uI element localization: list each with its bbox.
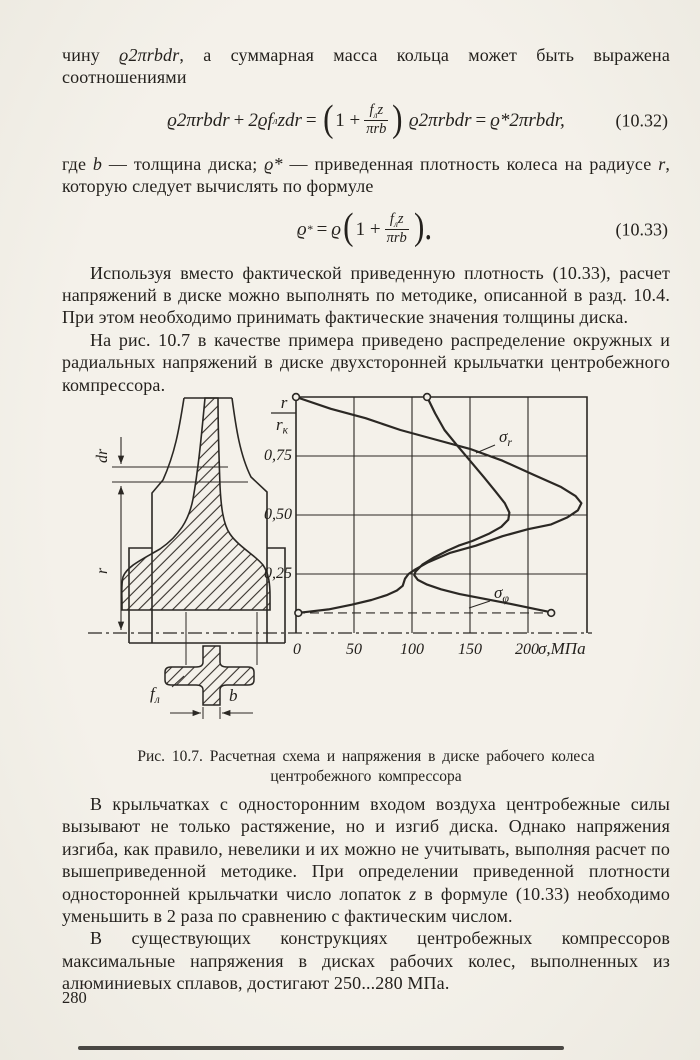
math-run: ϱ* <box>264 153 283 174</box>
equation-10-32-body <box>167 97 565 140</box>
eq-term: ϱ*2πrbdr, <box>490 109 565 131</box>
left-paren: ( <box>322 97 334 140</box>
paragraph-where-b <box>62 153 670 198</box>
eq-term: ϱ2πrbdr <box>167 109 230 131</box>
paragraph-fig-reference: На рис. 10.7 в качестве примера приведено распределение окружных и радиальных напряжений в диске двухсторонней крыльчатки центробежного компрессора. <box>62 329 670 395</box>
eq-operator: + <box>233 109 245 131</box>
blade-disk-cross-section-detail <box>165 646 254 705</box>
paragraph-method: Используя вместо фактической приведенную плотность (10.33), расчет напряжений в диске можно выполнять по методике, описанной в разд. 10.4. При этом необходимо принимать фактические значения толщины диска. <box>62 262 670 328</box>
math-run: ϱ2πrbdr <box>119 45 180 65</box>
x-tick-0: 0 <box>293 641 301 658</box>
paragraph-single-entry-impellers <box>62 793 670 927</box>
upper-text-block <box>62 44 670 396</box>
sigma-r-curve <box>296 397 581 613</box>
equation-number: (10.32) <box>615 110 668 131</box>
chart-gridlines <box>296 397 587 633</box>
eq-term: ϱ2πrbdr <box>409 109 472 131</box>
eq-operator: = <box>475 109 487 131</box>
text-run: где <box>62 153 93 174</box>
text-run: чину <box>62 45 120 65</box>
x-tick-100: 100 <box>400 641 424 658</box>
eq-operator: = <box>305 109 317 131</box>
text-run: , а суммарная масса кольца может быть выражена соотношениями <box>62 45 670 88</box>
figure-caption: Рис. 10.7. Расчетная схема и напряжения в диске рабочего колеса центробежного компрессора <box>137 748 595 785</box>
equation-10-33-body <box>297 206 435 249</box>
fraction <box>364 102 388 138</box>
right-paren: ) <box>392 97 403 140</box>
eq-term: 1 + <box>355 218 381 240</box>
math-run: z <box>409 883 417 904</box>
eq-subscript: л <box>373 109 378 120</box>
text-run: В крыльчатках с односторонним входом воздуха центробежные силы вызывают не только растяжение, но и изгиб диска. Однако напряжения изгиба, как правило, невелики и их можно не учитывать, выполняя расчет по вышеприведенной методике. При определении приведенной плотности односторонней крыльчатки число лопаток <box>62 794 670 904</box>
hatched-disk-section <box>122 398 270 610</box>
x-tick-50: 50 <box>346 641 362 658</box>
y-axis-label-numerator: r <box>280 393 288 412</box>
eq-term: ϱ <box>331 218 342 240</box>
y-tick-050: 0,50 <box>264 506 292 523</box>
eq-subscript: л <box>393 218 398 229</box>
y-axis-label-denominator: $r_к$ <box>275 415 289 437</box>
eq-term: z <box>397 210 404 227</box>
projection-lines <box>186 612 257 665</box>
y-tick-075: 0,75 <box>264 447 292 464</box>
x-tick-200: 200 <box>515 641 539 658</box>
x-tick-150: 150 <box>458 641 482 658</box>
eq-term: 2ϱf <box>248 109 273 131</box>
y-tick-025: 0,25 <box>264 565 292 582</box>
paragraph-max-stresses: В существующих конструкциях центробежных компрессоров максимальные напряжения в дисках рабочих колес, выполненных из алюминиевых сплавов, достигают 250...280 МПа. <box>62 928 670 994</box>
eq-term: ϱ <box>297 218 307 240</box>
right-paren: ). <box>413 206 432 249</box>
fraction-denominator: πrb <box>366 121 387 138</box>
fraction <box>385 211 409 247</box>
text-run: , которую следует вычислять по формуле <box>62 153 670 197</box>
eq-subscript: л <box>272 114 278 127</box>
sigma-phi-curve <box>414 397 551 613</box>
y-axis-label <box>271 393 296 437</box>
text-run: — толщина диска; <box>102 153 265 174</box>
equation-10-33 <box>62 207 670 253</box>
text-run: — приведенная плотность колеса на радиусе <box>282 153 659 174</box>
figure-10-7 <box>62 386 670 787</box>
b-extension-lines <box>203 707 220 719</box>
ring-element-lines <box>112 467 248 482</box>
figure-10-7-graphics <box>80 386 605 731</box>
sigma-phi-leader-line <box>469 601 490 608</box>
eq-superscript: * <box>306 222 313 237</box>
stress-chart <box>264 393 587 658</box>
math-run: r <box>658 153 666 174</box>
f-blade-area-label: $f_л$ <box>150 684 160 706</box>
math-run: b <box>92 153 103 174</box>
lower-text-block <box>62 793 670 995</box>
equation-number: (10.33) <box>615 219 668 240</box>
paragraph-mass-of-ring <box>62 44 670 89</box>
dr-dimension-label: dr <box>94 448 111 463</box>
impeller-section-diagram <box>88 398 592 719</box>
eq-operator: = <box>316 218 328 240</box>
text-run: в формуле (10.33) необходимо уменьшить в 2 раза по сравнению с фактическим числом. <box>62 883 670 927</box>
fraction-denominator: πrb <box>386 229 407 246</box>
left-paren: ( <box>343 206 354 249</box>
x-axis-label: σ,МПа <box>538 639 586 658</box>
b-label: b <box>229 686 238 705</box>
r-dimension-label: r <box>94 567 111 574</box>
fraction-numerator <box>390 211 404 229</box>
sigma-r-label: $\sigma_r$ <box>499 427 513 449</box>
scan-edge-artifact <box>78 1046 564 1050</box>
fraction-numerator <box>369 102 383 120</box>
page-number: 280 <box>62 988 87 1007</box>
eq-term: f <box>369 101 374 118</box>
eq-term: 1 + <box>335 109 361 131</box>
sigma-phi-label: $\sigma_\varphi$ <box>494 583 510 605</box>
eq-term: f <box>389 210 394 227</box>
eq-term: zdr <box>277 109 302 131</box>
equation-10-32 <box>62 98 670 144</box>
sigma-r-leader-line <box>476 445 495 453</box>
eq-term: z <box>377 101 384 118</box>
